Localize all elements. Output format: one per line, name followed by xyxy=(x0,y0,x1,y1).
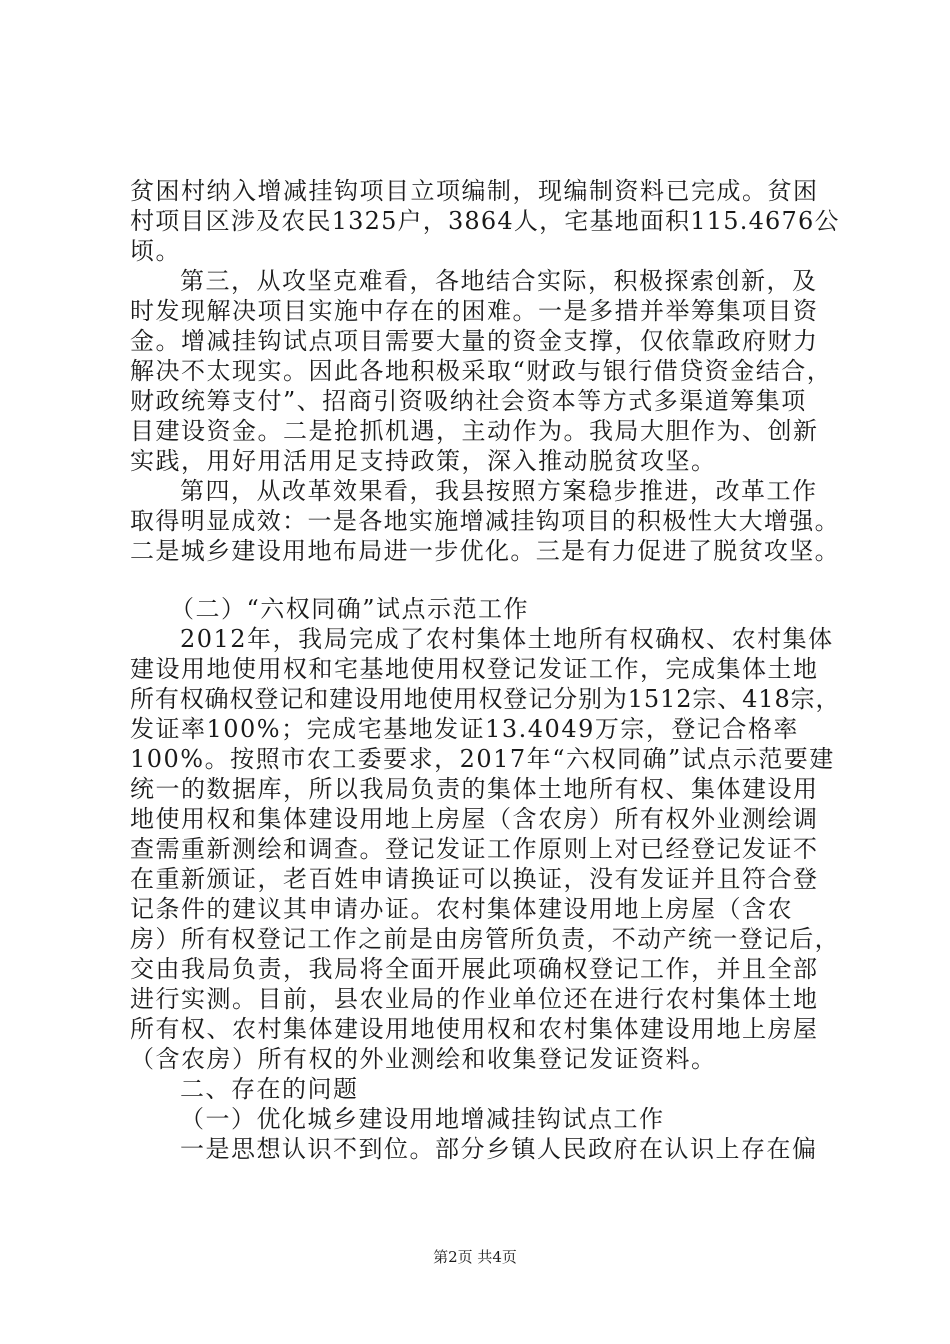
text-line: 解决不太现实。因此各地积极采取“财政与银行借贷资金结合， xyxy=(130,357,833,385)
text-line: 取得明显成效：一是各地实施增减挂钩项目的积极性大大增强。 xyxy=(130,507,840,535)
subsection-heading: （一）优化城乡建设用地增减挂钩试点工作 xyxy=(180,1105,665,1133)
text-line: 财政统筹支付”、招商引资吸纳社会资本等方式多渠道筹集项 xyxy=(130,387,807,415)
text-line: 二是城乡建设用地布局进一步优化。三是有力促进了脱贫攻坚。 xyxy=(130,537,840,565)
text-line: 记条件的建议其申请办证。农村集体建设用地上房屋（含农 xyxy=(130,895,793,923)
text-line: 时发现解决项目实施中存在的困难。一是多措并举筹集项目资 xyxy=(130,297,819,325)
text-line: 实践，用好用活用足支持政策，深入推动脱贫攻坚。 xyxy=(130,447,717,475)
text-line: （含农房）所有权的外业测绘和收集登记发证资料。 xyxy=(130,1045,717,1073)
text-line: 地使用权和集体建设用地上房屋（含农房）所有权外业测绘调 xyxy=(130,805,819,833)
text-line: 所有权、农村集体建设用地使用权和农村集体建设用地上房屋 xyxy=(130,1015,819,1043)
text-line: 所有权确权登记和建设用地使用权登记分别为1512宗、418宗， xyxy=(130,685,841,713)
text-line: 村项目区涉及农民1325户，3864人，宅基地面积115.4676公 xyxy=(130,207,840,235)
text-line: 进行实测。目前，县农业局的作业单位还在进行农村集体土地 xyxy=(130,985,819,1013)
paragraph-start: 一是思想认识不到位。部分乡镇人民政府在认识上存在偏 xyxy=(180,1135,818,1163)
paragraph-start: 2012年，我局完成了农村集体土地所有权确权、农村集体 xyxy=(180,625,834,653)
text-line: 顷。 xyxy=(130,237,181,265)
text-line: 贫困村纳入增减挂钩项目立项编制，现编制资料已完成。贫困 xyxy=(130,177,819,205)
text-line: 目建设资金。二是抢抓机遇，主动作为。我局大胆作为、创新 xyxy=(130,417,819,445)
text-line: 发证率100%；完成宅基地发证13.4049万宗，登记合格率 xyxy=(130,715,799,743)
page-footer: 第2页 共4页 xyxy=(433,1248,517,1266)
section-heading: 二、存在的问题 xyxy=(180,1075,359,1103)
section-heading: （二）“六权同确”试点示范工作 xyxy=(170,595,530,623)
text-line: 房）所有权登记工作之前是由房管所负责，不动产统一登记后， xyxy=(130,925,840,953)
text-line: 金。增减挂钩试点项目需要大量的资金支撑，仅依靠政府财力 xyxy=(130,327,819,355)
text-line: 统一的数据库，所以我局负责的集体土地所有权、集体建设用 xyxy=(130,775,819,803)
paragraph-start: 第三，从攻坚克难看，各地结合实际，积极探索创新，及 xyxy=(180,267,818,295)
text-line: 查需重新测绘和调查。登记发证工作原则上对已经登记发证不 xyxy=(130,835,819,863)
text-line: 在重新颁证，老百姓申请换证可以换证，没有发证并且符合登 xyxy=(130,865,819,893)
text-line: 100%。按照市农工委要求，2017年“六权同确”试点示范要建 xyxy=(130,745,835,773)
text-line: 交由我局负责，我局将全面开展此项确权登记工作，并且全部 xyxy=(130,955,819,983)
text-line: 建设用地使用权和宅基地使用权登记发证工作，完成集体土地 xyxy=(130,655,819,683)
paragraph-start: 第四，从改革效果看，我县按照方案稳步推进，改革工作 xyxy=(180,477,818,505)
